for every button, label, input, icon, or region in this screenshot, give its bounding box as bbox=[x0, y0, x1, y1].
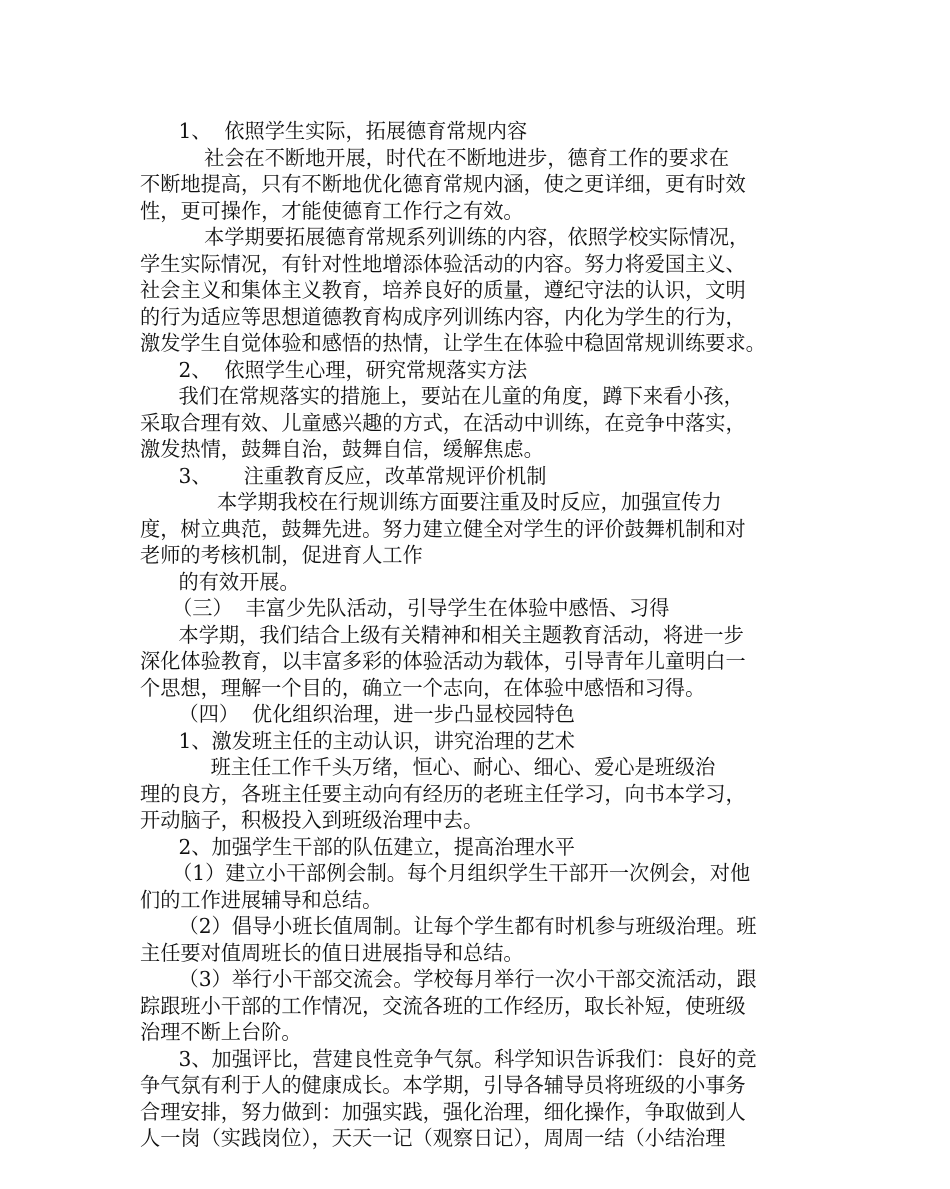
text-line: 治理不断上台阶。 bbox=[140, 1020, 302, 1044]
text-line: 激发学生自觉体验和感悟的热情，让学生在体验中稳固常规训练要求。 bbox=[140, 331, 766, 355]
text-line: 的有效开展。 bbox=[140, 569, 300, 594]
text-line: 老师的考核机制，促进育人工作 bbox=[140, 543, 423, 567]
text-line: （2）倡导小班长值周制。让每个学生都有时机参与班级治理。班 bbox=[140, 914, 757, 938]
text-line: 1、 依照学生实际，拓展德育常规内容 bbox=[140, 119, 528, 143]
text-line: 本学期，我们结合上级有关精神和相关主题教育活动，将进一步 bbox=[140, 622, 744, 647]
text-line: 争气氛有利于人的健康成长。本学期，引导各辅导员将班级的小事务 bbox=[140, 1073, 746, 1097]
document-body bbox=[140, 118, 820, 1152]
text-line: 主任要对值周班长的值日进展指导和总结。 bbox=[140, 940, 524, 965]
text-line: （1）建立小干部例会制。每个月组织学生干部开一次例会，对他 bbox=[140, 861, 751, 885]
text-line: 社会主义和集体主义教育，培养良好的质量，遵纪守法的认识，文明 bbox=[140, 278, 746, 302]
text-line: 合理安排，努力做到：加强实践，强化治理，细化操作，争取做到人 bbox=[140, 1099, 746, 1124]
text-line: 人一岗（实践岗位），天天一记（观察日记），周周一结（小结治理 bbox=[140, 1126, 726, 1150]
text-line: 3、加强评比，营建良性竞争气氛。科学知识告诉我们：良好的竞 bbox=[140, 1046, 757, 1071]
text-line: 我们在常规落实的措施上，要站在儿童的角度，蹲下来看小孩， bbox=[140, 384, 744, 408]
text-line: 3、 注重教育反应，改革常规评价机制 bbox=[140, 463, 547, 488]
text-line: 班主任工作千头万绪，恒心、耐心、细心、爱心是班级治 bbox=[140, 755, 716, 779]
text-line: 学生实际情况，有针对性地增添体验活动的内容。努力将爱国主义、 bbox=[140, 251, 746, 276]
text-line: 踪跟班小干部的工作情况，交流各班的工作经历，取长补短，使班级 bbox=[140, 993, 746, 1018]
text-line: （四） 优化组织治理，进一步凸显校园特色 bbox=[140, 702, 575, 726]
text-line: 2、 依照学生心理，研究常规落实方法 bbox=[140, 357, 528, 382]
text-line: 深化体验教育，以丰富多彩的体验活动为载体，引导青年儿童明白一 bbox=[140, 649, 746, 673]
text-line: （三） 丰富少先队活动，引导学生在体验中感悟、习得 bbox=[140, 596, 670, 620]
text-line: 度，树立典范，鼓舞先进。努力建立健全对学生的评价鼓舞机制和对 bbox=[140, 516, 746, 541]
text-line: 本学期要拓展德育常规系列训练的内容，依照学校实际情况， bbox=[140, 225, 750, 249]
text-line: 理的良方，各班主任要主动向有经历的老班主任学习，向书本学习， bbox=[140, 781, 746, 806]
text-line: 2、加强学生干部的队伍建立，提高治理水平 bbox=[140, 834, 575, 859]
text-line: 个思想，理解一个目的，确立一个志向，在体验中感悟和习得。 bbox=[140, 675, 706, 700]
text-line: 性，更可操作，才能使德育工作行之有效。 bbox=[140, 198, 524, 223]
text-line: 开动脑子，积极投入到班级治理中去。 bbox=[140, 808, 484, 832]
text-line: 激发热情，鼓舞自治，鼓舞自信，缓解焦虑。 bbox=[140, 437, 544, 461]
text-line: 1、激发班主任的主动认识，讲究治理的艺术 bbox=[140, 728, 575, 753]
text-line: （3）举行小干部交流会。学校每月举行一次小干部交流活动，跟 bbox=[140, 967, 757, 991]
text-line: 社会在不断地开展，时代在不断地进步，德育工作的要求在 bbox=[140, 145, 730, 170]
text-line: 不断地提高，只有不断地优化德育常规内涵，使之更详细，更有时效 bbox=[140, 172, 746, 196]
text-line: 本学期我校在行规训练方面要注重及时反应，加强宣传力 bbox=[140, 490, 722, 514]
text-line: 的行为适应等思想道德教育构成序列训练内容，内化为学生的行为， bbox=[140, 304, 746, 329]
text-line: 采取合理有效、儿童感兴趣的方式，在活动中训练，在竞争中落实， bbox=[140, 410, 746, 435]
text-line: 们的工作进展辅导和总结。 bbox=[140, 887, 383, 912]
